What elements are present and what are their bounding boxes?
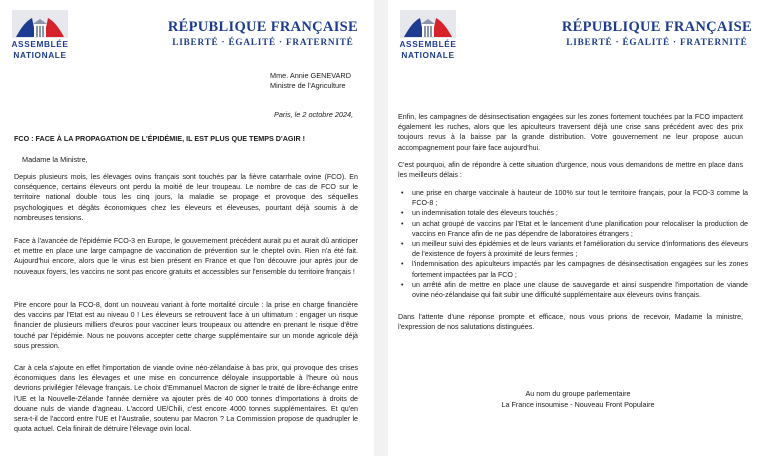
paragraph-4: Car à cela s'ajoute en effet l'importation de viande ovine néo-zélandaise à bas prix, qui provoque des crises économiques dans les élevages et une mise en concurrence déloyale insupportable à l'heure où nous devrions privilégier l'élevage français. Le choix d'Emmanuel Macron de signer le traité de libre-échange entre l'UE et la Nouvelle-Zélande l'année dernière va ajouter près de 40 000 tonnes d'importations à droits de douane nuls de viande d'agneau. L'accord UE/Chili, c'est encore 4000 tonnes supplémentaires. Et qu'en sera-t-il de l'accord entre l'UE et l'Australie, soutenu par Macron ? La Commission propose de quadrupler le quota actuel. Cela finirait de détruire l'élevage ovin local. — [14, 364, 358, 434]
signature-block — [388, 388, 768, 410]
paragraph-2: Face à l'avancée de l'épidémie FCO-3 en Europe, le gouvernement précédent aurait pu et aurait dû anticiper et mettre en place une large campagne de vaccination de prévention sur le cheptel ovin. Rien n'a été fait. Aujourd'hui encore, alors que le virus est bien présent en France et que l'on découvre jour après jour de nouveaux foyers, les vaccins ne sont pas encore gratuits et accessibles sur l'ensemble du territoire français ! — [14, 237, 358, 276]
logo-label-1: ASSEMBLÉE — [11, 39, 69, 49]
republic-title: RÉPUBLIQUE FRANÇAISE — [167, 19, 358, 35]
letter-page-1 — [0, 0, 374, 456]
assemblee-nationale-logo — [8, 10, 72, 60]
paragraph-6: C'est pourquoi, afin de répondre à cette situation d'urgence, nous vous demandons de mettre en place dans les meilleurs délais : — [398, 161, 743, 180]
recipient-block — [270, 71, 351, 91]
paragraph-7: Dans l'attente d'une réponse prompte et efficace, nous vous prions de recevoir, Madame la ministre, l'expression de nos salutations distinguées. — [398, 313, 743, 332]
list-item: • l'indemnisation des apiculteurs impactés par les campagnes de désinsectisation engagées sur les zones fortement impactées par la FCO ; — [398, 259, 748, 279]
republic-motto: LIBERTÉ · ÉGALITÉ · FRATERNITÉ — [566, 37, 748, 47]
logo-label-2: NATIONALE — [13, 50, 67, 60]
demands-list — [398, 188, 748, 300]
republic-header — [562, 19, 752, 47]
list-item: • une prise en charge vaccinale à hauteur de 100% sur tout le territoire français, pour la FCO-3 comme la FCO-8 ; — [398, 188, 748, 208]
signature-line-1: Au nom du groupe parlementaire — [525, 389, 631, 398]
list-item: • un indemnisation totale des éleveurs touchés ; — [398, 208, 748, 218]
republic-header — [168, 19, 358, 47]
page-gutter — [374, 0, 388, 456]
republic-motto: LIBERTÉ · ÉGALITÉ · FRATERNITÉ — [172, 37, 354, 47]
logo-label-2: NATIONALE — [401, 50, 455, 60]
hemicycle-icon — [12, 10, 68, 38]
logo-label-1: ASSEMBLÉE — [399, 39, 457, 49]
recipient-name: Mme. Annie GENEVARD — [270, 71, 351, 80]
letter-date: Paris, le 2 octobre 2024, — [274, 110, 354, 119]
list-item: • un meilleur suivi des épidémies et de leurs variants et l'amélioration du service d'informations des éleveurs de l'existence de foyers à proximité de leurs fermes ; — [398, 239, 748, 259]
paragraph-5: Enfin, les campagnes de désinsectisation engagées sur les zones fortement touchées par la FCO impactent également les ruches, alors que les apiculteurs traversent déjà une crise sans précédent avec des prix toujours revus à la baisse par la grande distribution. Votre gouvernement ne leur propose aucun accompagnement pour faire face aujourd'hui. — [398, 113, 743, 152]
list-item: • un achat groupé de vaccins par l'Etat et le lancement d'une planification pour relocaliser la production de vaccins en France afin de ne pas dépendre de laboratoires étrangers ; — [398, 219, 748, 239]
list-item: • un arrêté afin de mettre en place une clause de sauvegarde et ainsi suspendre l'importation de viande ovine néo-zélandaise qui fait subir une difficulté supplémentaire aux éleveurs ovins français. — [398, 280, 748, 300]
letter-subject: FCO : FACE À LA PROPAGATION DE L'ÉPIDÉMIE, IL EST PLUS QUE TEMPS D'AGIR ! — [14, 134, 306, 143]
recipient-title: Ministre de l'Agriculture — [270, 81, 346, 90]
hemicycle-icon — [400, 10, 456, 38]
letter-page-2 — [388, 0, 768, 456]
signature-line-2: La France insoumise - Nouveau Front Populaire — [501, 400, 655, 409]
republic-title: RÉPUBLIQUE FRANÇAISE — [561, 19, 752, 35]
assemblee-nationale-logo — [396, 10, 460, 60]
salutation: Madame la Ministre, — [22, 155, 88, 164]
paragraph-1: Depuis plusieurs mois, les élevages ovins français sont touchés par la fièvre catarrhale ovine (FCO). En conséquence, certains éleveurs ont perdu la moitié de leur troupeau. Le nombre de cas de FCO sur le territoire national double tous les cinq jours, la maladie se propage et provoque des séquelles psychologiques et dégâts économiques chez les éleveurs et éleveuses, pourtant déjà soumis à de nombreuses tensions. — [14, 173, 358, 222]
paragraph-3: Pire encore pour la FCO-8, dont un nouveau variant à forte mortalité circule : la prise en charge financière des vaccins par l'Etat est au niveau 0 ! Les éleveurs se retrouvent face à un ultimatum : engager un risque financier de plusieurs milliers d'euros pour vacciner leurs troupeaux ou attendre en prenant le risque d'être touché par l'épidémie. Nous ne pouvons accepter cette charge supplémentaire sur un monde agricole déjà sous pression. — [14, 301, 358, 350]
